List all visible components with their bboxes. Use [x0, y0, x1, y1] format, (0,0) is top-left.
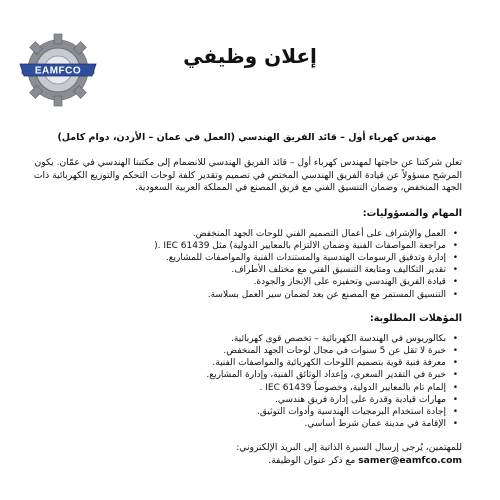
bullet-icon: •	[452, 394, 458, 405]
list-item: • معرفة فنية قوية بتصميم اللوحات الكهربائية والمواصفات الفنية.	[212, 358, 458, 369]
page-title: إعلان وظيفي	[183, 44, 317, 68]
list-item: • مراجعة المواصفات الفنية وضمان الالتزام بالمعايير الدولية) مثل IEC 61439 .(	[154, 240, 458, 251]
bullet-icon: •	[452, 382, 458, 393]
list-item: • إلمام تام بالمعايير الدولية، وخصوصاً IEC 61439 .	[259, 382, 458, 393]
list-item: • بكالوريوس في الهندسة الكهربائية – تخصص قوى كهربائية.	[231, 333, 458, 344]
qualifications-list	[32, 333, 462, 431]
list-item: • خبرة لا تقل عن 5 سنوات في مجال لوحات الجهد المنخفض.	[223, 345, 458, 356]
document-body	[32, 120, 462, 467]
bullet-icon: •	[452, 345, 458, 356]
contact-section	[32, 442, 462, 467]
qualifications-heading: المؤهلات المطلوبة:	[369, 312, 462, 324]
contact-email-line	[32, 455, 462, 468]
bullet-icon: •	[452, 289, 458, 300]
list-item: • خبرة في التقدير السعري، وإعداد الوثائق الفنية، وإدارة المشاريع.	[206, 370, 458, 381]
list-item: • قيادة الفريق الهندسي وتحفيزه على الإنجاز والجودة.	[253, 277, 458, 288]
bullet-icon: •	[452, 370, 458, 381]
list-item: • إدارة وتدقيق الرسومات الهندسية والمستندات الفنية والمواصفات للمشاريع.	[165, 252, 458, 263]
list-item: • العمل والإشراف على أعمال التصميم الفني للوحات الجهد المنخفض.	[192, 228, 458, 239]
bullet-icon: •	[452, 252, 458, 263]
bullet-icon: •	[452, 333, 458, 344]
bullet-icon: •	[452, 419, 458, 430]
list-item: • إجادة استخدام البرمجيات الهندسية وأدوات التوثيق.	[257, 406, 458, 417]
list-item: • مهارات قيادية وقدرة على إدارة فريق هندسي.	[274, 394, 458, 405]
bullet-icon: •	[452, 240, 458, 251]
intro-paragraph: تعلن شركتنا عن حاجتها لمهندس كهرباء أول – قائد الفريق الهندسي للانضمام إلى مكتبنا الهندسي في عمّان. يكون المرشح مسؤولاً عن قيادة الفريق الهندسي المختص في تصميم وتقدير كلفة لوحات التحكم والتوزيع الكهربائية ذات الجهد المنخفض، وضمان التنسيق الفني مع فريق المصنع في المملكة العربية السعودية.	[33, 157, 462, 193]
list-item: • الإقامة في مدينة عمان شرط أساسي.	[304, 419, 458, 430]
bullet-icon: •	[452, 277, 458, 288]
logo-wordmark: EAMFCO	[34, 65, 82, 77]
list-item: • التنسيق المستمر مع المصنع عن بعد لضمان سير العمل بسلاسة.	[207, 289, 458, 300]
job-title: مهندس كهرباء أول – قائد الفريق الهندسي (العمل في عمان – الأردن، دوام كامل)	[57, 132, 437, 143]
bullet-icon: •	[452, 358, 458, 369]
bullet-icon: •	[452, 265, 458, 276]
bullet-icon: •	[452, 228, 458, 239]
company-logo	[18, 30, 98, 110]
list-item: • تقدير التكاليف ومتابعة التنسيق الفني مع مختلف الأطراف.	[231, 265, 458, 276]
contact-note: مع ذكر عنوان الوظيفة.	[268, 454, 356, 466]
bullet-icon: •	[452, 406, 458, 417]
duties-heading: المهام والمسؤوليات:	[362, 207, 462, 219]
duties-list	[32, 228, 462, 301]
contact-instructions: للمهتمين، يُرجى إرسال السيرة الذاتية إلى البريد الإلكتروني:	[236, 442, 462, 454]
contact-email[interactable]: samer@eamfco.com	[358, 454, 462, 466]
